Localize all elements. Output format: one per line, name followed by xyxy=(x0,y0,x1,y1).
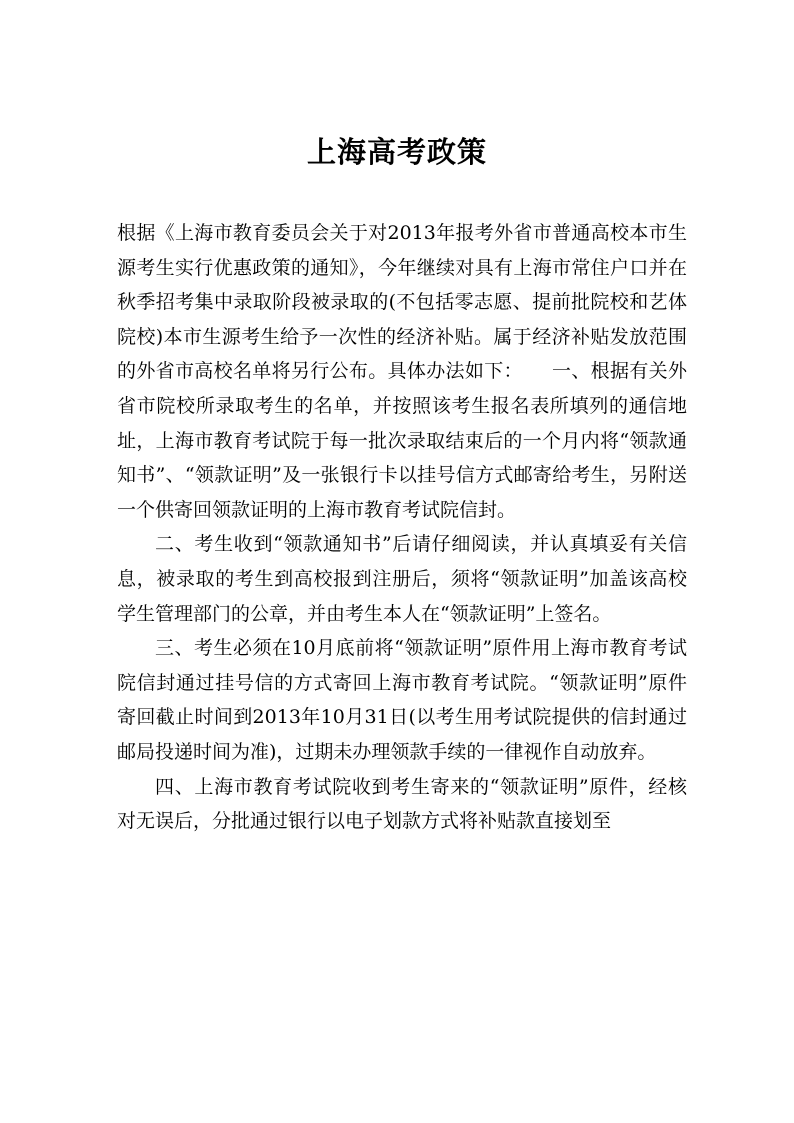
paragraph-item-2: 二、考生收到“领款通知书”后请仔细阅读，并认真填妥有关信息，被录取的考生到高校报到注册后，须将“领款证明”加盖该高校学生管理部门的公章，并由考生本人在“领款证明”上签名。 xyxy=(117,533,687,625)
paragraph-item-4: 四、上海市教育考试院收到考生寄来的“领款证明”原件，经核对无误后，分批通过银行以电子划款方式将补贴款直接划至 xyxy=(117,775,687,833)
paragraph-item-3: 三、考生必须在10月底前将“领款证明”原件用上海市教育考试院信封通过挂号信的方式寄回上海市教育考试院。“领款证明”原件寄回截止时间到2013年10月31日(以考生用考试院提供的信封通过邮局投递时间为准)，过期未办理领款手续的一律视作自动放弃。 xyxy=(117,637,687,763)
paragraph-intro: 根据《上海市教育委员会关于对2013年报考外省市普通高校本市生源考生实行优惠政策的通知》，今年继续对具有上海市常住户口并在秋季招考集中录取阶段被录取的(不包括零志愿、提前批院校和艺体院校)本市生源考生给予一次性的经济补贴。属于经济补贴发放范围的外省市高校名单将另行公布。具体办法如下： 一、根据有关外省市院校所录取考生的名单，并按照该考生报名表所填列的通信地址，上海市教育考试院于每一批次录取结束后的一个月内将“领款通知书”、“领款证明”及一张银行卡以挂号信方式邮寄给考生，另附送一个供寄回领款证明的上海市教育考试院信封。 xyxy=(117,222,687,521)
document-title: 上海高考政策 xyxy=(306,135,487,169)
document-body xyxy=(117,216,687,839)
